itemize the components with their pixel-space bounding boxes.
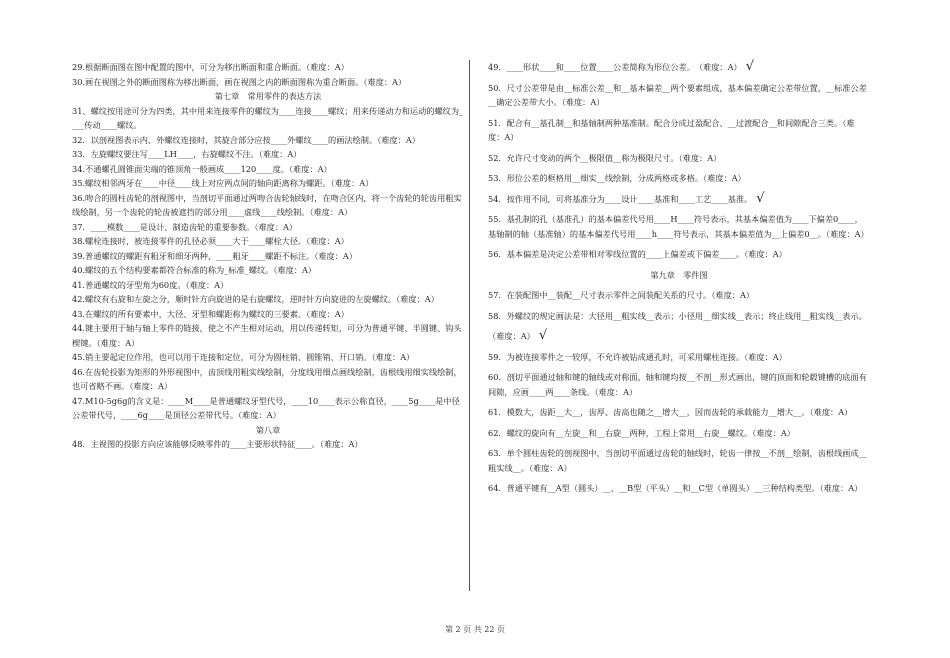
question-item <box>488 288 870 303</box>
question-text: 54．按作用不同，可将基准分为____设计____基准和____工艺____基准。 <box>488 193 753 204</box>
question-item <box>488 446 870 475</box>
question-text: 62．螺纹的旋向有__左旋__和__右旋__两种，工程上常用__右旋__螺纹。（难度：A） <box>488 427 795 438</box>
question-text: 39.普通螺纹的螺距有粗牙和细牙两种，____粗牙____螺距不标注。（难度：A） <box>72 250 358 261</box>
question-text: 55．基孔制的孔（基准孔）的基本偏差代号用____H____符号表示，其基本偏差值为____下偏差0____，基轴制的轴（基准轴）的基本偏差代号用____h____符号表示，其基本偏差值为__上偏差0__。（难度：A） <box>488 214 869 239</box>
question-item <box>488 426 870 441</box>
question-item <box>488 60 870 75</box>
checkmark-icon: √ <box>756 190 765 206</box>
question-item <box>72 321 464 350</box>
question-item <box>488 247 870 262</box>
question-text: 33．左旋螺纹要注写____LH____，右旋螺纹不注。（难度：A） <box>72 149 302 159</box>
question-text: 第八章 <box>255 424 281 435</box>
question-item <box>488 350 870 365</box>
question-text: 45.销主要起定位作用，也可以用于连接和定位，可分为圆柱销、圆锥销、开口销。（难度：A） <box>72 352 415 362</box>
question-text: 50．尺寸公差带是由__标准公差__和__基本偏差__两个要素组成，基本偏差确定公差带位置，__标准公差__确定公差带大小。（难度：A） <box>488 82 867 107</box>
question-text: 32．以剖视图表示内、外螺纹连接时，其旋合部分应按____外螺纹____的画法绘制。（难度：A） <box>72 134 420 145</box>
question-text: 49．____形状____和____位置____公差简称为形位公差。 <box>488 62 695 72</box>
question-text: 第九章 零件图 <box>650 269 708 280</box>
question-text: 47.M10-5g6g的含义是：____M____是普通螺纹牙型代号，____10____表示公称直径，____5g____是中径公差带代号，____6g____是顶径公差带代号。（难度：A） <box>72 395 460 420</box>
question-text: 31、螺纹按用途可分为四类，其中用来连接零件的螺纹为____连接____螺纹；用来传递动力和运动的螺纹为____传动____螺纹。 <box>72 105 464 130</box>
question-item <box>488 116 870 145</box>
question-item <box>72 350 464 365</box>
question-text: 48．主视图的投影方向应该能够反映零件的____主要形状特征____。（难度：A） <box>72 439 363 449</box>
checkmark-icon: √ <box>538 328 548 343</box>
question-item <box>72 234 464 249</box>
question-text: 60．剖切平面通过轴和键的轴线或对称面，轴和键均按__不剖__形式画出，键的顶面和轮毂键槽的底面有间隙，应画____两____条线。（难度：A） <box>488 372 867 397</box>
question-item <box>72 104 464 133</box>
question-text: 61．模数大，齿距__大__，齿厚、齿高也随之__增大__，因而齿轮的承载能力__增大__。（难度：A） <box>488 407 853 417</box>
right-column <box>488 60 870 502</box>
question-item <box>72 249 464 264</box>
question-item <box>488 370 870 399</box>
question-text: 36.吻合的圆柱齿轮的剖视图中，当剖切平面通过两吻合齿轮轴线时，在吻合区内，将一个齿轮的轮齿用粗实线绘制，另一个齿轮的轮齿被遮挡的部分用____虚线____线绘制。（难度：A） <box>72 192 462 217</box>
question-item <box>72 191 464 220</box>
page-footer: 第 2 页 共 22 页 <box>445 625 505 634</box>
question-text: 34.不通螺孔圆锥面尖端的锥顶角一般画成____120____度。（难度：A） <box>72 163 332 174</box>
spacer <box>488 496 870 502</box>
question-item <box>488 171 870 186</box>
question-item <box>72 437 464 452</box>
question-text: 53．形位公差的框格用__细实__线绘制，分成两格或多格。（难度：A） <box>488 173 746 183</box>
chapter-heading <box>488 268 870 283</box>
chapter-heading <box>72 423 464 438</box>
question-item <box>488 212 870 241</box>
question-item <box>72 147 464 162</box>
question-item <box>488 481 870 496</box>
checkmark-icon: √ <box>745 59 754 74</box>
question-text: 38.螺栓连接时，被连接零件的孔径必须____大于____螺栓大径。（难度：A） <box>72 236 349 246</box>
question-text: 30.画在视图之外的断面图称为移出断面，画在视图之内的断面图称为重合断面。（难度：A） <box>72 76 407 87</box>
left-column <box>72 60 464 452</box>
question-text: 29.根据断面图在图中配置的图中，可分为移出断面和重合断面。（难度：A） <box>72 62 349 72</box>
question-item <box>72 263 464 278</box>
question-text: 44.键主要用于轴与轴上零件的链接，使之不产生相对运动，用以传递转矩，可分为普通平键、半圆键、钩头楔键。（难度：A） <box>72 323 462 348</box>
question-item <box>488 329 870 344</box>
question-item <box>72 278 464 293</box>
question-item <box>72 365 464 394</box>
question-text: 42.螺纹有右旋和左旋之分，顺时针方向旋进的是右旋螺纹，逆时针方向旋进的左旋螺纹。（难度：A） <box>72 294 439 304</box>
question-text: 46.在齿轮投影为矩形的外形视图中，齿顶线用粗实线绘制，分度线用细点画线绘制，齿根线用细实线绘制，也可省略不画。（难度：A） <box>72 366 462 391</box>
question-text: 56．基本偏差是决定公差带相对零线位置的____上偏差或下偏差____。（难度：A） <box>488 249 787 259</box>
question-text: 51．配合有__基孔制__和基轴制两种基准制。配合分成过盈配合、__过渡配合__和间隙配合三类。（难度：A） <box>488 117 855 142</box>
question-item <box>72 75 464 90</box>
question-text: 37．____模数____是设计、制造齿轮的重要参数。（难度：A） <box>72 221 298 232</box>
question-item <box>488 405 870 420</box>
question-item <box>72 133 464 148</box>
question-text: 63．单个圆柱齿轮的剖视图中，当剖切平面通过齿轮的轴线时，轮齿一律按__不剖__绘制，齿根线画成__粗实线__。（难度：A） <box>488 448 867 473</box>
question-text: 57．在装配图中__装配__尺寸表示零件之间装配关系的尺寸。（难度：A） <box>488 290 755 300</box>
question-item <box>72 60 464 75</box>
difficulty-note: （难度：A） <box>698 62 742 72</box>
question-item <box>72 307 464 322</box>
question-item <box>72 220 464 235</box>
question-item <box>488 151 870 166</box>
question-text: （难度：A） <box>488 331 535 341</box>
question-item <box>72 176 464 191</box>
question-item <box>72 292 464 307</box>
question-text: 64．普通平键有__A型（圆头）__、__B型（平头）__和__C型（单圆头）__三种结构类型。（难度：A） <box>488 483 863 493</box>
question-text: 41.普通螺纹的牙型角为60度。（难度：A） <box>72 279 229 290</box>
question-item <box>72 162 464 177</box>
chapter-heading <box>72 89 464 104</box>
question-text: 43.在螺纹的所有要素中，大径、牙型和螺距称为螺纹的三要素。（难度：A） <box>72 308 349 319</box>
question-text: 52．允许尺寸变动的两个__极限值__称为极限尺寸。（难度：A） <box>488 152 722 163</box>
question-text: 40.螺纹的五个结构要素都符合标准的称为_标准_螺纹。（难度：A） <box>72 265 317 275</box>
column-divider <box>469 60 470 591</box>
question-text: 35.螺纹相邻两牙在____中径____线上对应两点间的轴向距离称为螺距。（难度：A） <box>72 178 374 188</box>
question-text: 第七章 常用零件的表达方法 <box>214 91 322 101</box>
question-text: 59．为被连接零件之一较厚，不允许被钻成通孔时，可采用螺柱连接。（难度：A） <box>488 351 787 362</box>
question-item <box>488 81 870 110</box>
question-item <box>72 394 464 423</box>
question-item <box>488 192 870 207</box>
question-item <box>488 309 870 324</box>
question-text: 58．外螺纹的规定画法是：大径用__粗实线__表示；小径用__细实线__表示；终止线用__粗实线__表示。 <box>488 310 867 321</box>
